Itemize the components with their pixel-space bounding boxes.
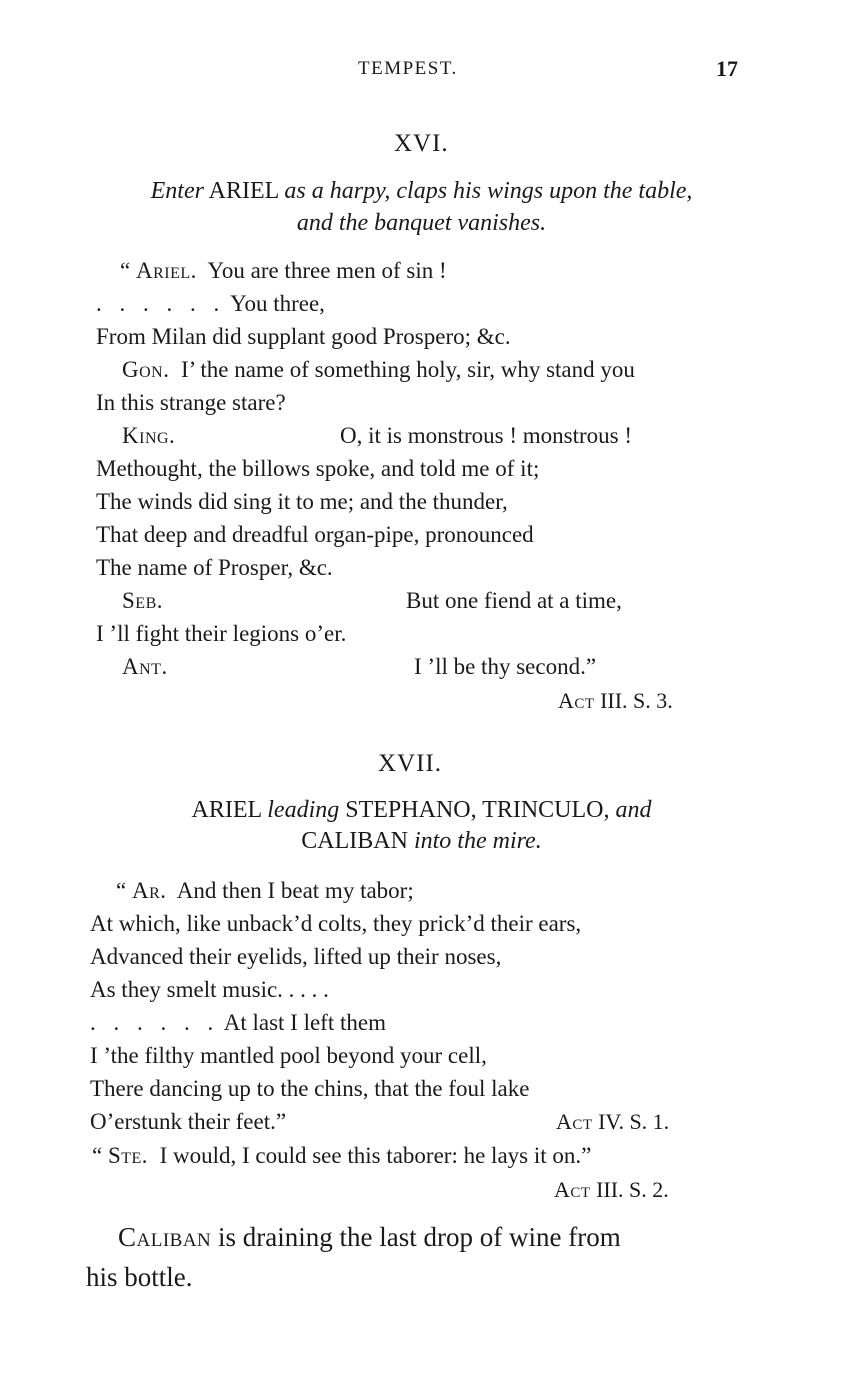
verse-line: From Milan did supplant good Prospero; &c. <box>96 324 511 349</box>
speech-text: I’ the name of something holy, sir, why stand you <box>180 357 635 382</box>
character-name: CALIBAN <box>301 828 408 854</box>
verse-line: I ’ll fight their legions o’er. <box>96 621 347 646</box>
citation-act: Act <box>556 1109 593 1134</box>
character-name: ARIEL <box>208 178 279 204</box>
speech-text: But one fiend at a time, <box>406 588 622 613</box>
verse-line: At which, like unback’d colts, they prick’d their ears, <box>90 911 582 936</box>
citation-ref: III. S. 2. <box>596 1177 669 1202</box>
speech-text: You three, <box>230 291 325 316</box>
prose-line <box>118 1222 621 1253</box>
verse-line: In this strange stare? <box>96 390 286 415</box>
act-scene-citation <box>556 1109 669 1135</box>
verse-line: There dancing up to the chins, that the foul lake <box>90 1076 530 1101</box>
prose-line: his bottle. <box>86 1262 193 1292</box>
speech-text: I would, I could see this taborer: he lays it on.” <box>159 1143 592 1168</box>
direction-text: as a harpy, claps his wings upon the table, <box>284 178 693 204</box>
direction-text: and <box>615 797 652 823</box>
character-names: STEPHANO, TRINCULO, <box>345 797 610 823</box>
verse-line: Methought, the billows spoke, and told me of it; <box>96 456 540 481</box>
character-name: ARIEL <box>191 797 262 823</box>
ellipsis-dots: . . . . . . <box>90 1010 220 1035</box>
direction-text: and the banquet vanishes. <box>296 210 547 236</box>
stage-direction-xvi-line1 <box>0 178 843 205</box>
citation-ref: III. S. 3. <box>600 688 673 713</box>
speech-text: At last I left them <box>223 1010 386 1035</box>
verse-line: The winds did sing it to me; and the thunder, <box>96 489 508 514</box>
citation-ref: IV. S. 1. <box>598 1109 670 1134</box>
stage-direction-xvii-line2 <box>0 828 843 855</box>
section-numeral-xvi: XVI. <box>394 130 449 157</box>
verse-line <box>96 291 325 317</box>
ellipsis-dots: . . . . . . <box>96 291 226 316</box>
direction-word: Enter <box>150 178 204 204</box>
verse-line <box>90 1010 386 1036</box>
verse-line: As they smelt music. . . . . <box>90 977 329 1002</box>
open-quote: “ <box>92 1143 103 1168</box>
prose-text: is draining the last drop of wine from <box>218 1222 621 1252</box>
verse-line: O’erstunk their feet.” <box>90 1109 287 1134</box>
verse-line: The name of Prosper, &c. <box>96 555 333 580</box>
speaker-name: Ar. <box>131 878 167 903</box>
speaker-name: Ste. <box>107 1143 149 1168</box>
section-numeral-xvii: XVII. <box>378 750 443 777</box>
speaker-name: Ant. <box>122 654 168 679</box>
running-title: TEMPEST. <box>358 58 458 79</box>
verse-line: That deep and dreadful organ-pipe, pronounced <box>96 522 534 547</box>
speech-text: O, it is monstrous ! monstrous ! <box>340 423 632 448</box>
citation-act: Act <box>558 688 595 713</box>
verse-line <box>116 878 414 904</box>
verse-line: I ’the filthy mantled pool beyond your cell, <box>90 1043 487 1068</box>
speaker-name: Gon. <box>122 357 170 382</box>
act-scene-citation <box>554 1177 669 1203</box>
direction-text: into the mire. <box>413 828 542 854</box>
act-scene-citation <box>558 688 673 714</box>
verse-line <box>122 357 635 383</box>
stage-direction-xvii-line1 <box>0 797 843 824</box>
open-quote: “ <box>120 258 131 283</box>
verse-line <box>120 258 447 284</box>
speaker-name: King. <box>122 423 176 448</box>
verse-line <box>92 1143 591 1169</box>
citation-act: Act <box>554 1177 591 1202</box>
speech-text: You are three men of sin ! <box>207 258 447 283</box>
speaker-name: Ariel. <box>135 258 197 283</box>
direction-text: leading <box>267 797 340 823</box>
page-number: 17 <box>716 56 738 81</box>
stage-direction-xvi-line2 <box>0 210 843 237</box>
speaker-name: Seb. <box>122 588 163 613</box>
open-quote: “ <box>116 878 127 903</box>
speech-text: And then I beat my tabor; <box>176 878 414 903</box>
speech-text: I ’ll be thy second.” <box>414 654 597 679</box>
verse-line: Advanced their eyelids, lifted up their noses, <box>90 944 502 969</box>
character-name: Caliban <box>118 1222 212 1252</box>
